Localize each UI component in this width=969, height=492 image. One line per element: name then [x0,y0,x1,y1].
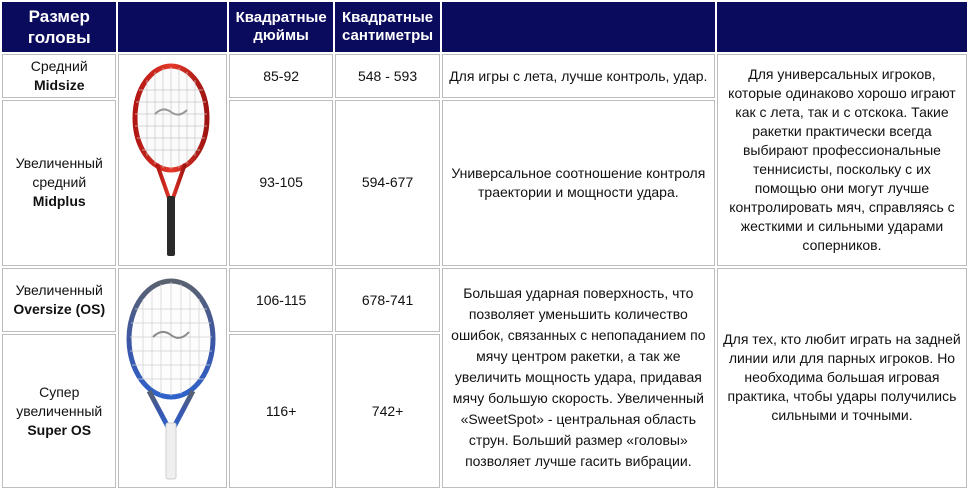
header-row [2,2,967,52]
players-cell: Для универсальных игроков, которые одинаково хорошо играют как с лета, так и с отскока. Такие ракетки практически всегда выбирают профессиональные теннисисты, поскольку с их помощью они могут лучше контролировать мяч, справляясь с жесткими и сильными ударами соперников. [717,54,967,265]
head-size-label: Oversize (OS) [13,301,106,318]
header-players [717,2,967,52]
head-size-cell [2,100,116,266]
square-inches-cell: 93-105 [229,100,333,266]
racket-image [119,60,223,260]
head-size-name: Супер увеличенный [16,383,103,419]
square-inches-cell: 85-92 [229,54,333,97]
square-inches-cell: 106-115 [229,268,333,333]
head-size-cell [2,334,116,488]
square-inches-cell: 116+ [229,334,333,488]
header-square-cm: Квадратные сантиметры [335,2,439,52]
racket-image [119,275,223,481]
head-size-name: Увеличенный [15,282,103,299]
head-size-name: Увеличенный средний [15,155,103,191]
table-row [2,268,967,333]
head-size-cell [2,268,116,333]
description-cell: Большая ударная поверхность, что позволяет уменьшить количество ошибок, связанных с непопаданием по мячу центром ракетки, а так же увеличить мощность удара, придавая мячу большую скорость. Увеличенный «SweetSpot» - центральная область струн. Больший размер «головы» позволяет лучше гасить вибрации. [442,268,715,488]
header-square-inches: Квадратные дюймы [229,2,333,52]
racket-image-cell [118,268,226,488]
square-cm-cell: 678-741 [335,268,439,333]
description-cell: Для игры с лета, лучше контроль, удар. [442,54,715,97]
header-description [442,2,715,52]
header-image [118,2,226,52]
square-cm-cell: 548 - 593 [335,54,439,97]
description-cell: Универсальное соотношение контроля траектории и мощности удара. [442,100,715,266]
head-size-label: Midplus [32,193,86,210]
head-size-name: Средний [30,58,88,75]
square-cm-cell: 594-677 [335,100,439,266]
head-size-label: Midsize [33,77,85,94]
head-size-label: Super OS [27,421,92,438]
racket-image-cell [118,54,226,265]
header-head-size: Размер головы [2,2,116,52]
table-row [2,54,967,97]
square-cm-cell: 742+ [335,334,439,488]
players-cell: Для тех, кто любит играть на задней линии или для парных игроков. Но необходима большая игровая практика, чтобы удары получились сильными и точными. [717,268,967,488]
head-size-cell [2,54,116,97]
